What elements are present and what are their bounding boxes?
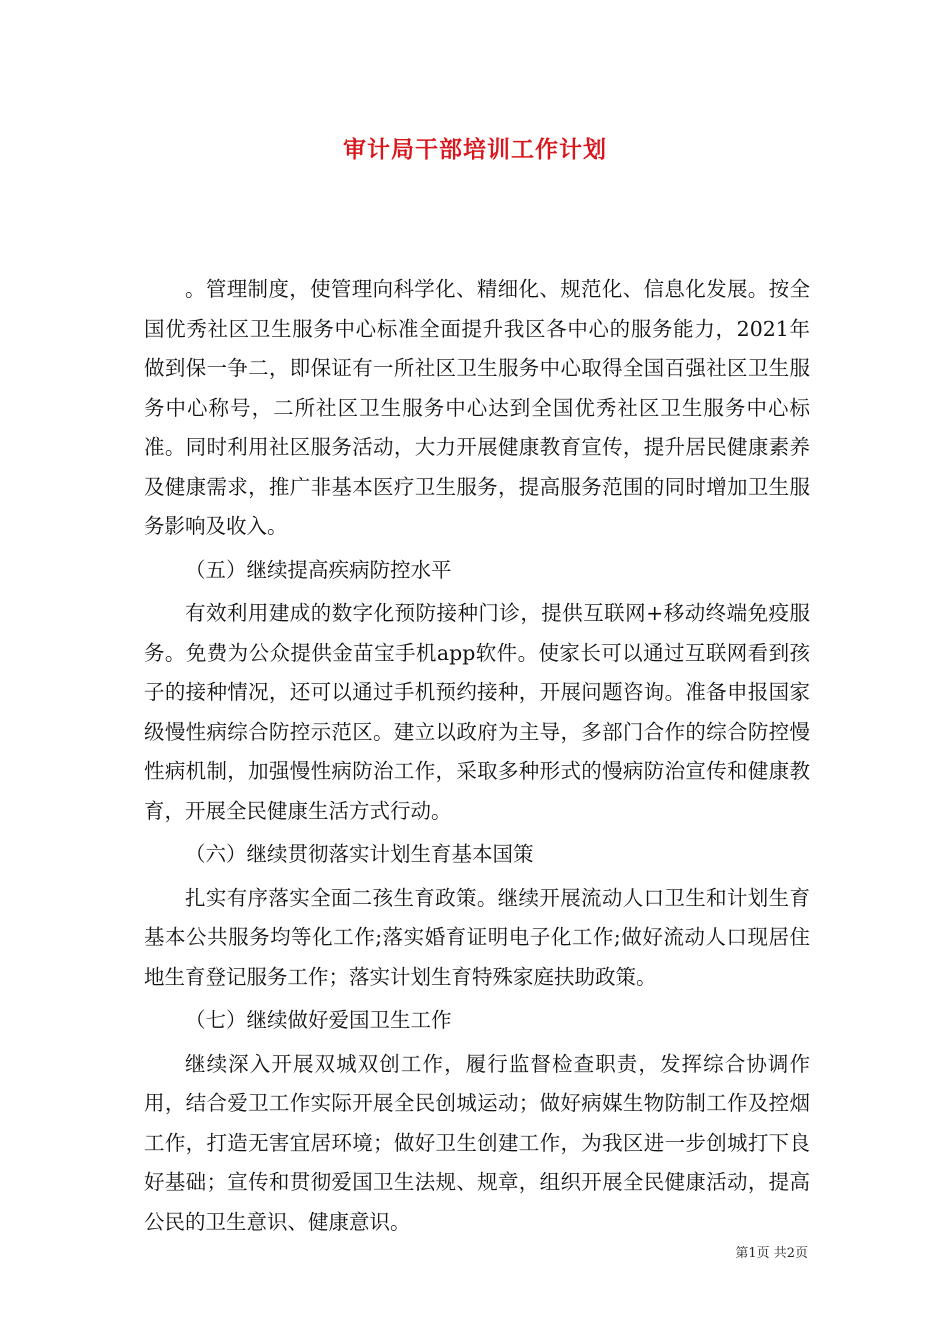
paragraph-disease-control: 有效利用建成的数字化预防接种门诊，提供互联网+移动终端免疫服务。免费为公众提供金苗宝手机app软件。使家长可以通过互联网看到孩子的接种情况，还可以通过手机预约接种，开展问题咨询。准备申报国家级慢性病综合防控示范区。建立以政府为主导，多部门合作的综合防控慢性病机制，加强慢性病防治工作，采取多种形式的慢病防治宣传和健康教育，开展全民健康生活方式行动。	[144, 601, 810, 823]
section-heading-7: （七）继续做好爱国卫生工作	[185, 1008, 452, 1032]
section-heading-6: （六）继续贯彻落实计划生育基本国策	[185, 842, 534, 866]
document-body	[144, 270, 810, 1242]
paragraph-intro: 。管理制度，使管理向科学化、精细化、规范化、信息化发展。按全国优秀社区卫生服务中心标准全面提升我区各中心的服务能力，2021年做到保一争二，即保证有一所社区卫生服务中心取得全国百强社区卫生服务中心称号，二所社区卫生服务中心达到全国优秀社区卫生服务中心标准。同时利用社区服务活动，大力开展健康教育宣传，提升居民健康素养及健康需求，推广非基本医疗卫生服务，提高服务范围的同时增加卫生服务影响及收入。	[144, 277, 810, 538]
document-title: 审计局干部培训工作计划	[343, 136, 607, 163]
paragraph-patriotic-health: 继续深入开展双城双创工作，履行监督检查职责，发挥综合协调作用，结合爱卫工作实际开展全民创城运动；做好病媒生物防制工作及控烟工作，打造无害宜居环境；做好卫生创建工作，为我区进一步创城打下良好基础；宣传和贯彻爱国卫生法规、规章，组织开展全民健康活动，提高公民的卫生意识、健康意识。	[144, 1051, 810, 1234]
paragraph-family-planning: 扎实有序落实全面二孩生育政策。继续开展流动人口卫生和计划生育基本公共服务均等化工作;落实婚育证明电子化工作;做好流动人口现居住地生育登记服务工作；落实计划生育特殊家庭扶助政策。	[144, 885, 810, 989]
section-heading-5: （五）继续提高疾病防控水平	[185, 557, 452, 582]
page-number-footer: 第1页 共2页	[735, 1246, 808, 1261]
